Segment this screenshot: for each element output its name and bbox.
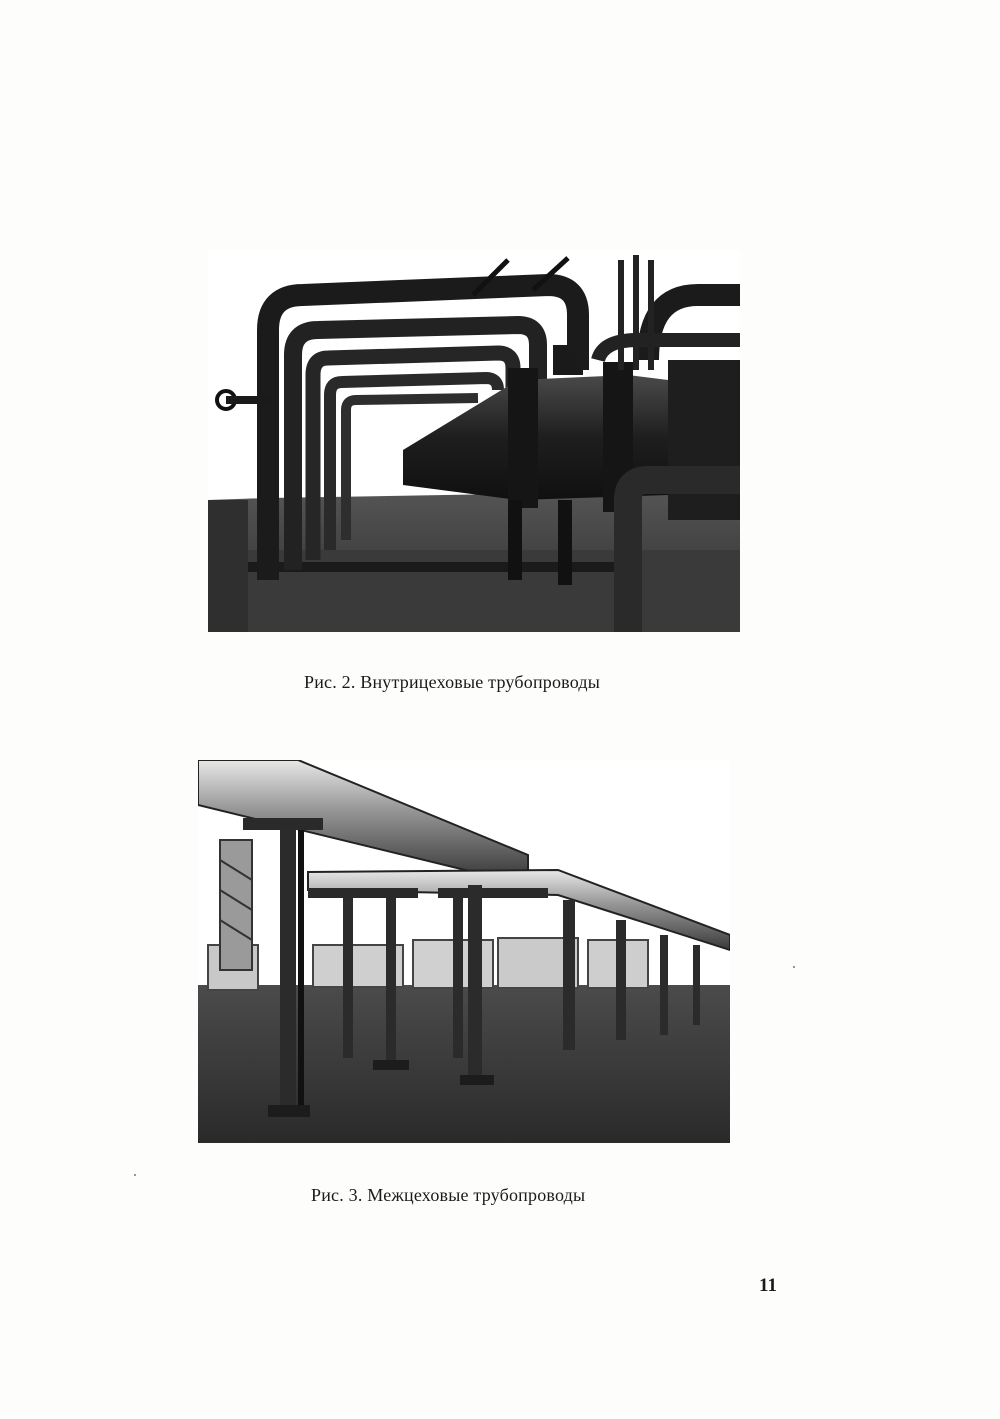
scan-speck [793,966,795,968]
figure-2-photo [208,250,740,632]
figure-3-photo [198,760,730,1143]
figure-2-illustration [208,250,740,632]
page-number: 11 [759,1275,777,1296]
scan-speck [134,1174,136,1176]
figure-3-caption: Рис. 3. Межцеховые трубопроводы [311,1185,586,1205]
figure-3-illustration [198,760,730,1143]
figure-2-caption: Рис. 2. Внутрицеховые трубопроводы [304,672,601,692]
